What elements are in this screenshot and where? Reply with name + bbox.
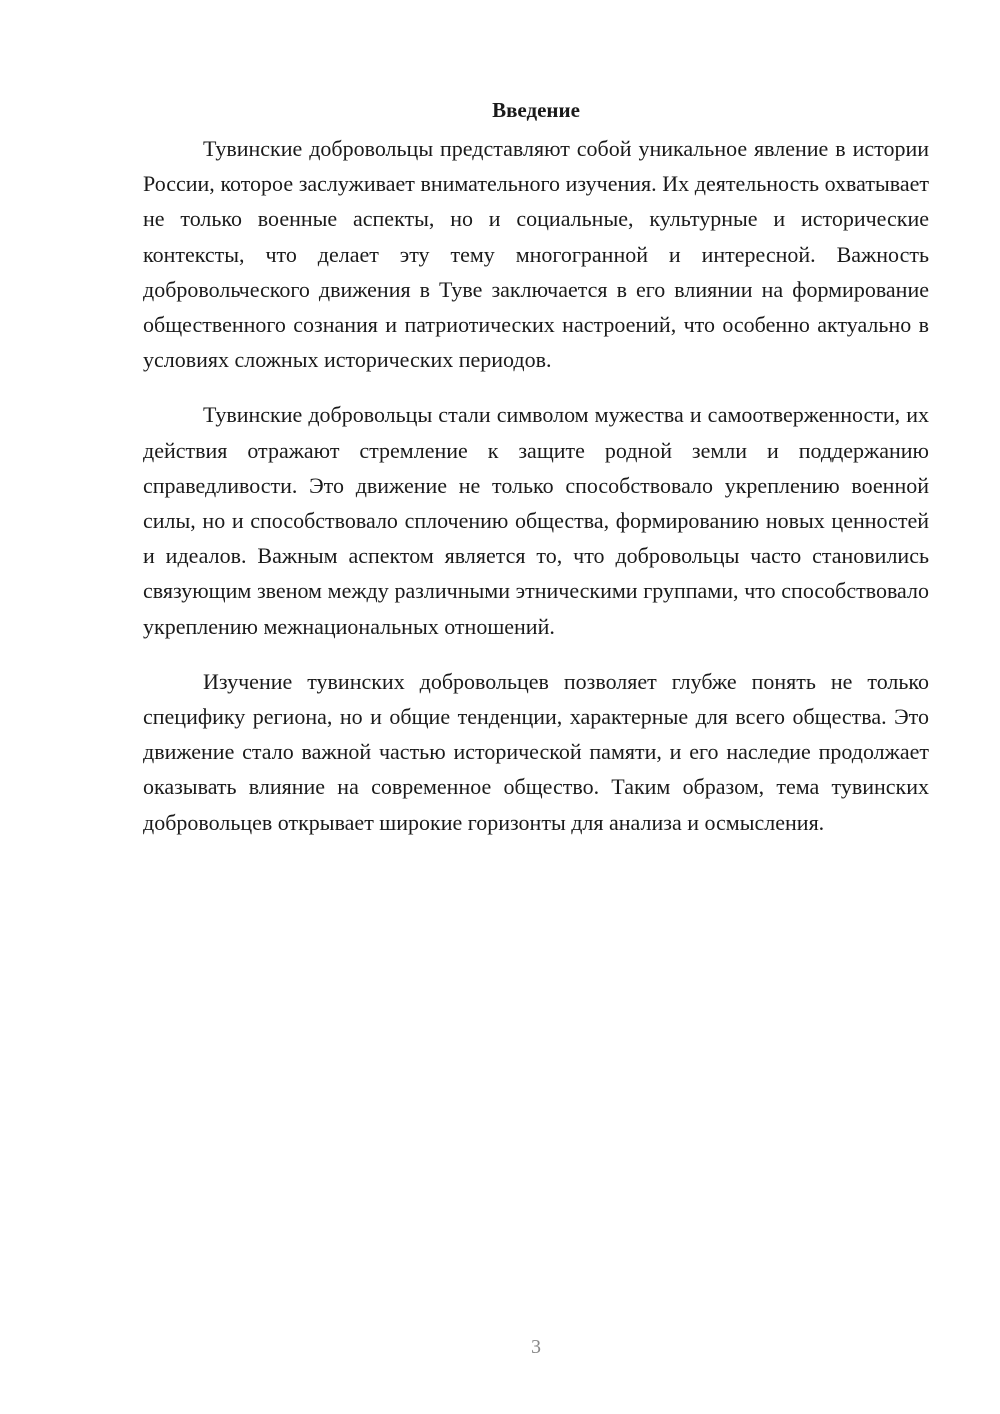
paragraph-1: Тувинские добровольцы представляют собой уникальное явление в истории России, которое заслуживает внимательного изучения. Их деятельность охватывает не только военные аспекты, но и социальные, культурные и исторические контексты, что делает эту тему многогранной и интересной. Важность добровольческого движения в Туве заключается в его влиянии на формирование общественного сознания и патриотических настроений, что особенно актуально в условиях сложных исторических периодов. xyxy=(143,136,929,373)
paragraph-3: Изучение тувинских добровольцев позволяет глубже понять не только специфику региона, но и общие тенденции, характерные для всего общества. Это движение стало важной частью исторической памяти, и его наследие продолжает оказывать влияние на современное общество. Таким образом, тема тувинских добровольцев открывает широкие горизонты для анализа и осмысления. xyxy=(143,668,929,835)
page-content xyxy=(143,93,929,860)
paragraph-2: Тувинские добровольцы стали символом мужества и самоотверженности, их действия отражают стремление к защите родной земли и поддержанию справедливости. Это движение не только способствовало укреплению военной силы, но и способствовало сплочению общества, формированию новых ценностей и идеалов. Важным аспектом является то, что добровольцы часто становились связующим звеном между различными этническими группами, что способствовало укреплению межнациональных отношений. xyxy=(143,402,929,639)
page-number: 3 xyxy=(531,1336,541,1358)
section-heading: Введение xyxy=(492,98,580,122)
